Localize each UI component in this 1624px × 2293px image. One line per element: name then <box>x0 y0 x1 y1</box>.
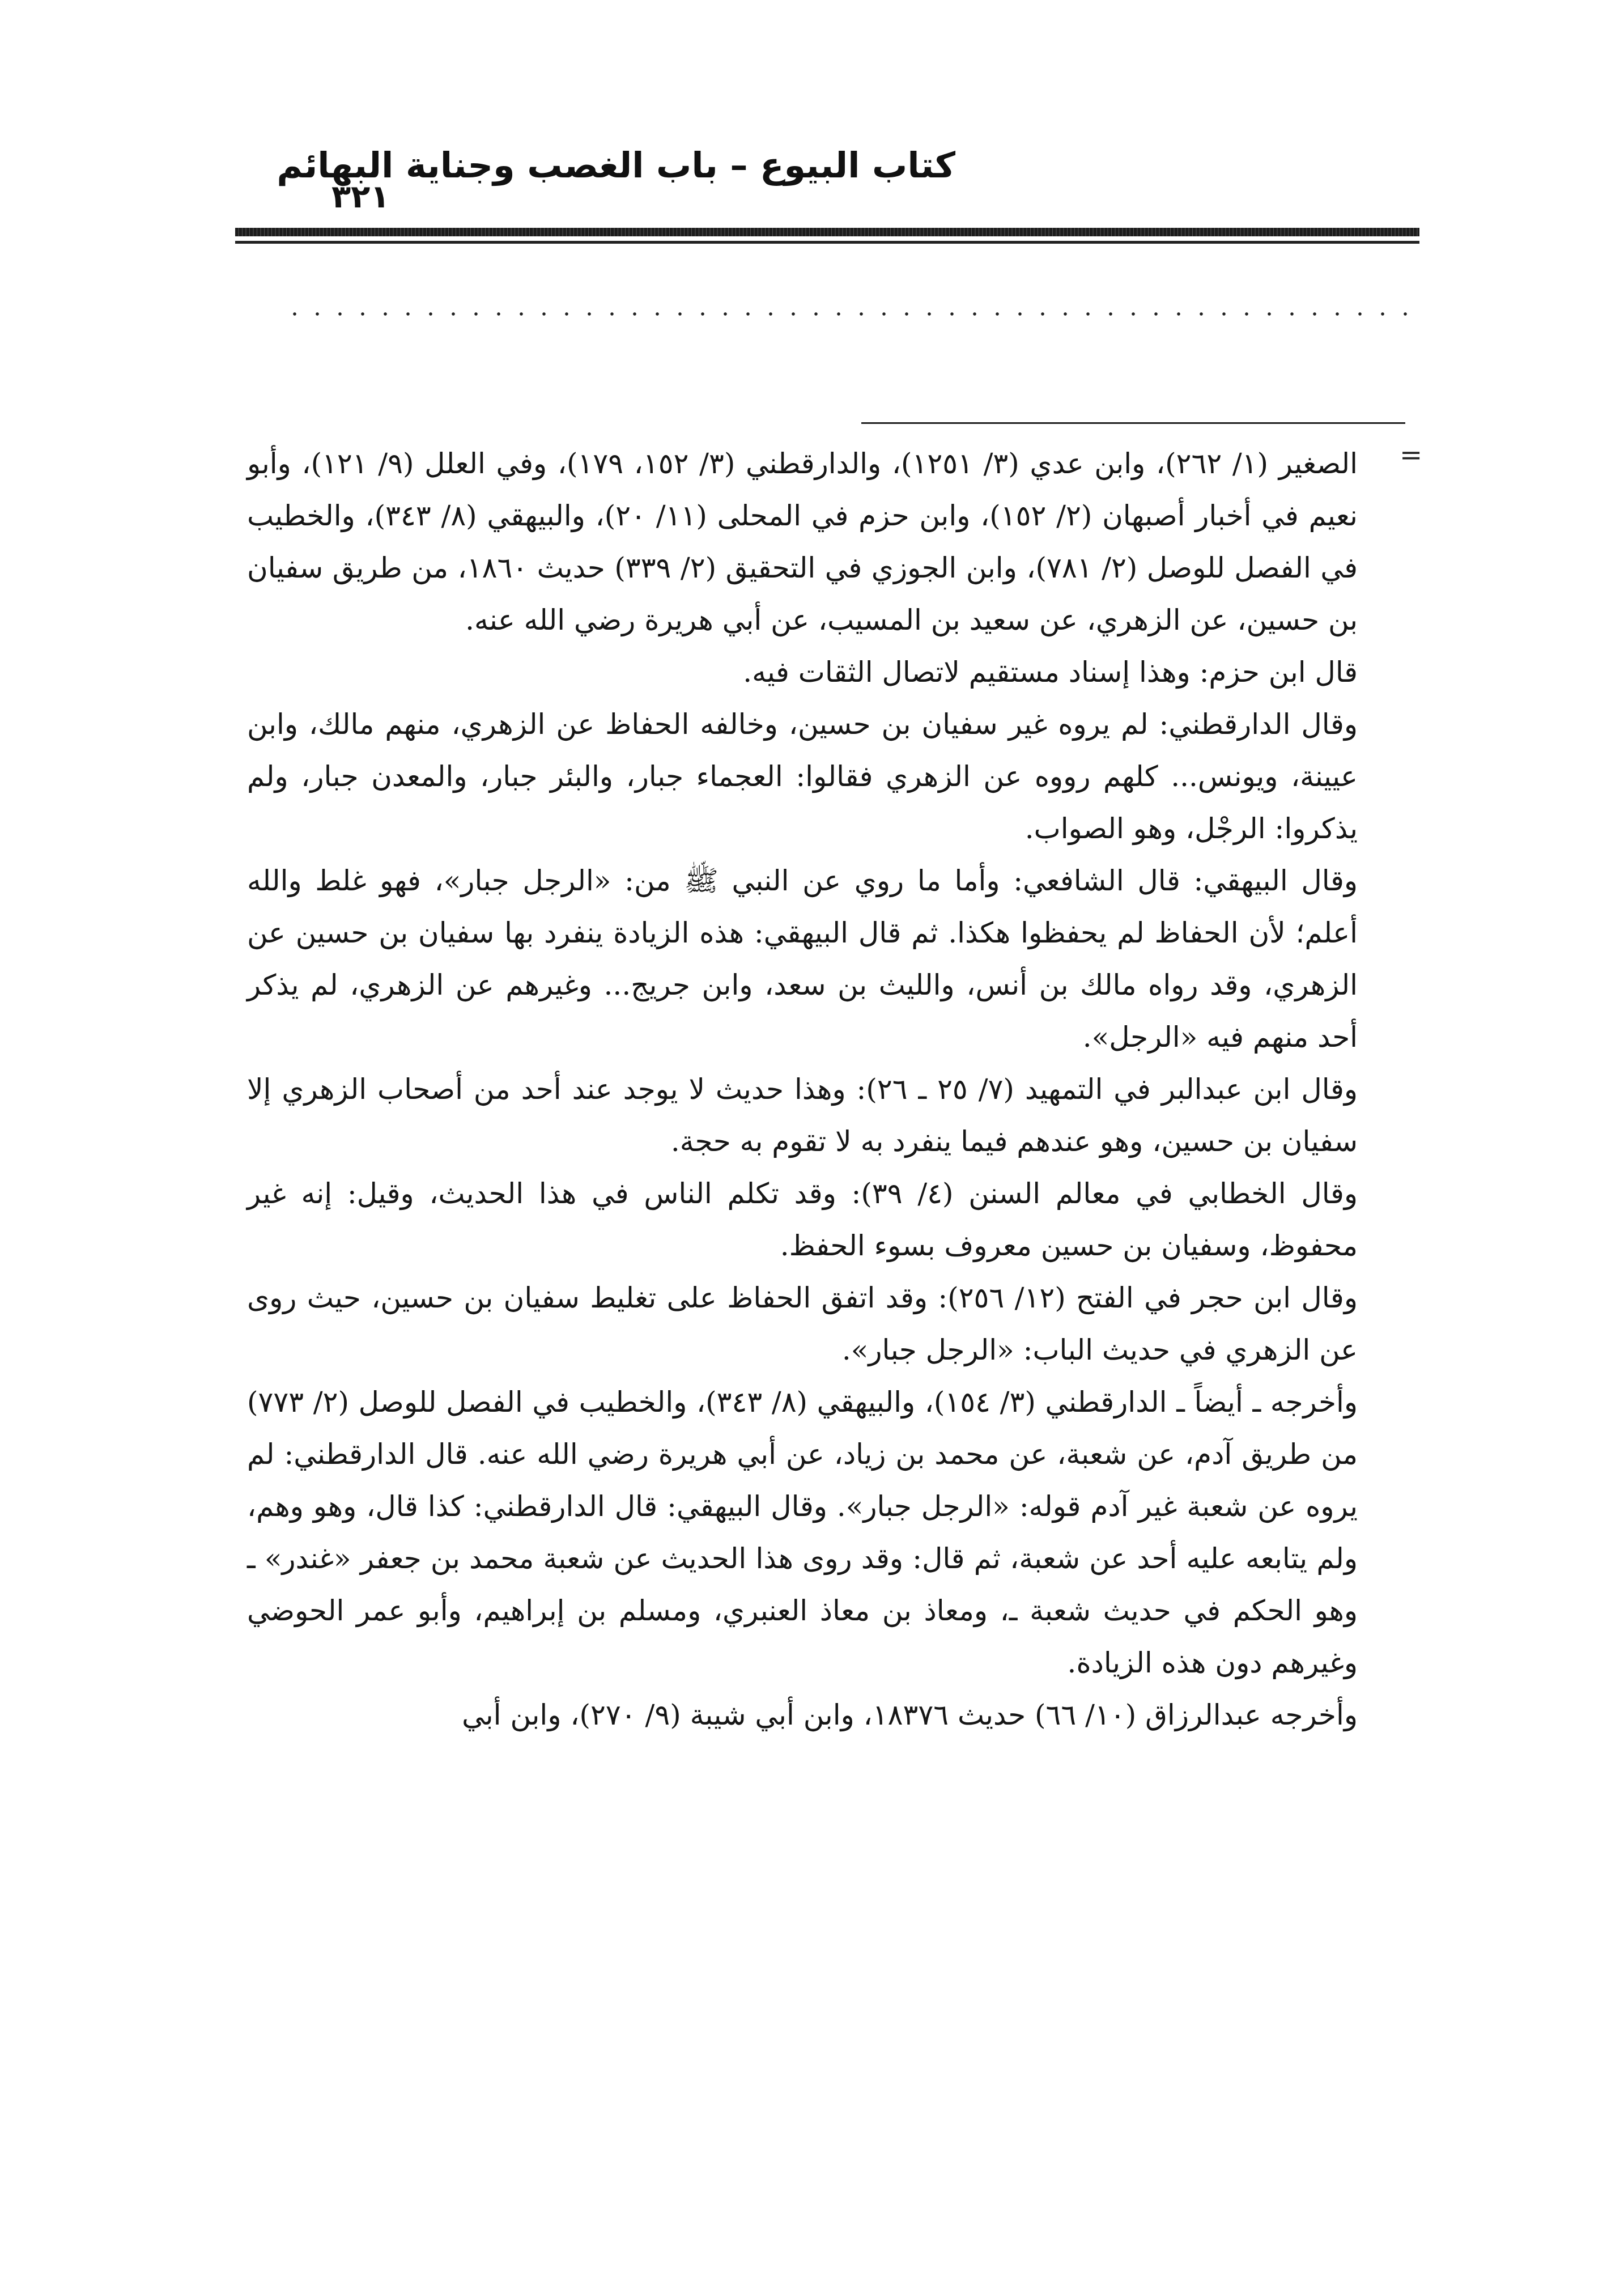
running-title: كتاب البيوع – باب الغصب وجناية البهائم <box>277 145 955 186</box>
footnote-paragraph: قال ابن حزم: وهذا إسناد مستقيم لاتصال الثقات فيه. <box>743 656 1358 689</box>
header-rule-thin <box>235 241 1419 244</box>
footnote-paragraph: وقال ابن حجر في الفتح (١٢/ ٢٥٦): وقد اتفق الحفاظ على تغليط سفيان بن حسين، حيث روى عن الزهري في حديث الباب: «الرجل جبار». <box>247 1281 1358 1366</box>
page-number: ٣٢١ <box>331 179 390 215</box>
footnote-paragraph: وقال الدارقطني: لم يروه غير سفيان بن حسين، وخالفه الحفاظ عن الزهري، منهم مالك، وابن عيينة، ويونس... كلهم رووه عن الزهري فقالوا: العجماء جبار، والبئر جبار، والمعدن جبار، ولم يذكروا: الرجْل، وهو الصواب. <box>247 708 1358 845</box>
footnote-paragraph: وأخرجه عبدالرزاق (١٠/ ٦٦) حديث ١٨٣٧٦، وابن أبي شيبة (٩/ ٢٧٠)، وابن أبي <box>462 1698 1358 1731</box>
footnote-body <box>247 438 1358 1741</box>
footnote-paragraph: الصغير (١/ ٢٦٢)، وابن عدي (٣/ ١٢٥١)، والدارقطني (٣/ ١٥٢، ١٧٩)، وفي العلل (٩/ ١٢١)، وأبو نعيم في أخبار أصبهان (٢/ ١٥٢)، وابن حزم في المحلى (١١/ ٢٠)، والبيهقي (٨/ ٣٤٣)، والخطيب في الفصل للوصل (٢/ ٧٨١)، وابن الجوزي في التحقيق (٢/ ٣٣٩) حديث ١٨٦٠، من طريق سفيان بن حسين، عن الزهري، عن سعيد بن المسيب، عن أبي هريرة رضي الله عنه. <box>247 447 1358 636</box>
footnote-paragraph: وقال البيهقي: قال الشافعي: وأما ما روي عن النبي ﷺ من: «الرجل جبار»، فهو غلط والله أعلم؛ لأن الحفاظ لم يحفظوا هكذا. ثم قال البيهقي: هذه الزيادة ينفرد بها سفيان بن حسين عن الزهري، وقد رواه مالك بن أنس، والليث بن سعد، وابن جريج... وغيرهم عن الزهري، لم يذكر أحد منهم فيه «الرجل». <box>247 864 1358 1054</box>
continuation-mark: = <box>1400 439 1423 471</box>
footnote-paragraph: وقال ابن عبدالبر في التمهيد (٧/ ٢٥ ـ ٢٦): وهذا حديث لا يوجد عند أحد من أصحاب الزهري إلا سفيان بن حسين، وهو عندهم فيما ينفرد به لا تقوم به حجة. <box>247 1073 1358 1158</box>
footnote-rule <box>861 422 1405 424</box>
footnote-paragraph: وأخرجه ـ أيضاً ـ الدارقطني (٣/ ١٥٤)، والبيهقي (٨/ ٣٤٣)، والخطيب في الفصل للوصل (٢/ ٧٧٣) من طريق آدم، عن شعبة، عن محمد بن زياد، عن أبي هريرة رضي الله عنه. قال الدارقطني: لم يروه عن شعبة غير آدم قوله: «الرجل جبار». وقال البيهقي: قال الدارقطني: كذا قال، وهو وهم، ولم يتابعه عليه أحد عن شعبة، ثم قال: وقد روى هذا الحديث عن شعبة محمد بن جعفر «غندر» ـ وهو الحكم في حديث شعبة ـ، ومعاذ بن معاذ العنبري، ومسلم بن إبراهيم، وأبو عمر الحوضي وغيرهم دون هذه الزيادة. <box>247 1386 1358 1679</box>
footnote-paragraph: وقال الخطابي في معالم السنن (٤/ ٣٩): وقد تكلم الناس في هذا الحديث، وقيل: إنه غير محفوظ، وسفيان بن حسين معروف بسوء الحفظ. <box>247 1177 1358 1262</box>
header-rule <box>235 228 1419 236</box>
dotted-separator <box>283 312 1417 316</box>
